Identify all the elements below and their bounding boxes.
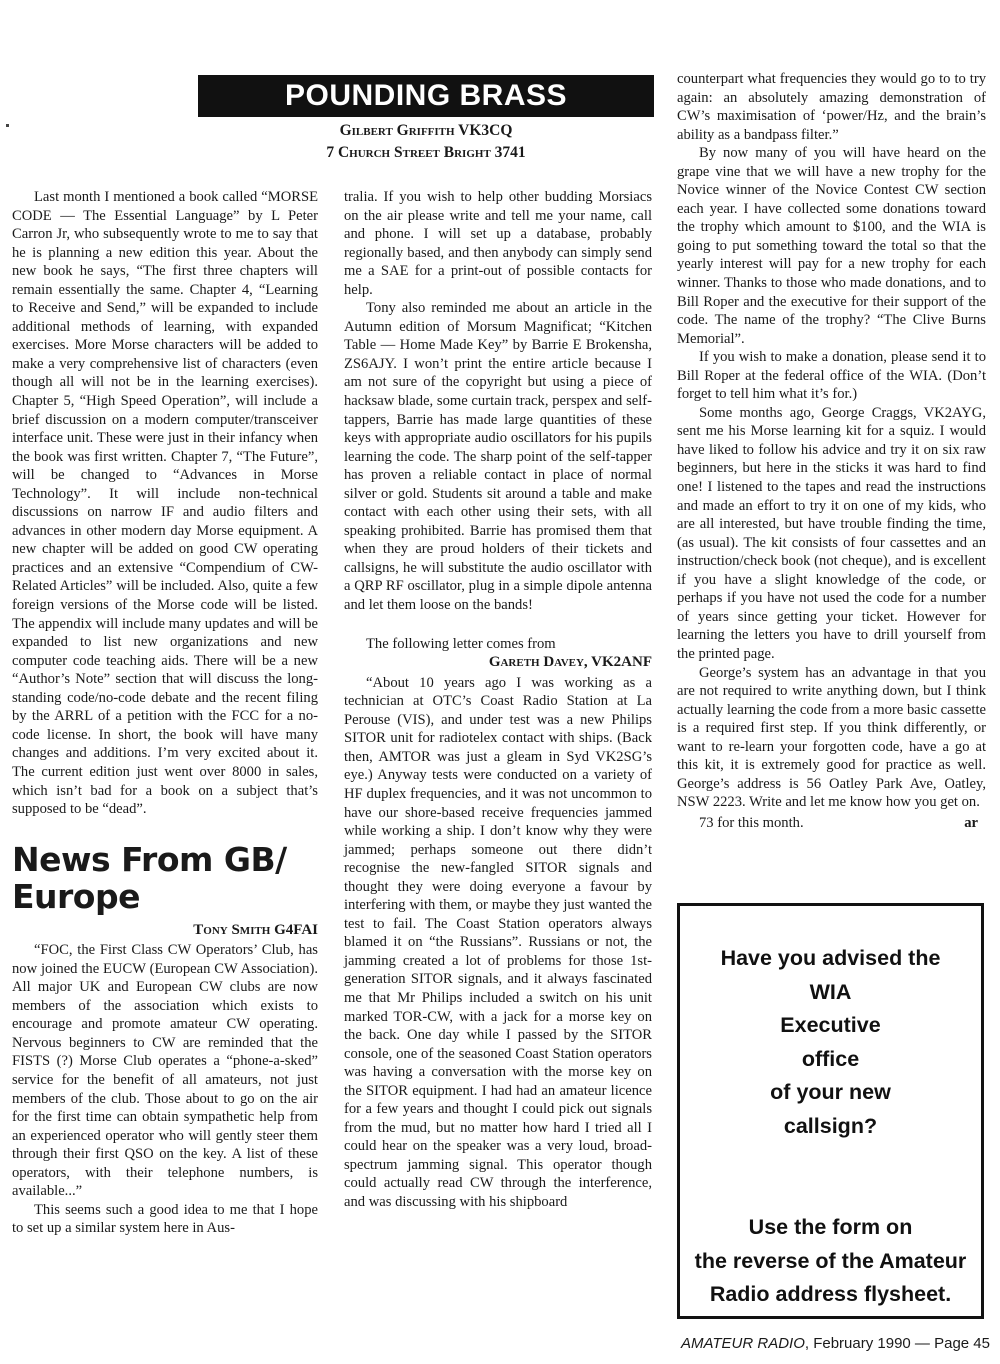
letter-paragraph: “About 10 years ago I was working as a technician at OTC’s Coast Radio Station at La Perouse (VIS), and under test was a new Philips SITOR unit for radiotelex contact with ships. (Back then, AMTOR was just a gleam in Syd VK2SG’s eye.) Anyway tests were conducted on a variety of HF duplex frequencies, and it was not uncommon to have our shore-based receive frequencies jammed while working a ship. I don’t know why they were jammed; perhaps someone out there didn’t recognise the new-fangled SITOR signals and thought they were doing everyone a favour by interfering with them, or maybe they just wanted the test to fail. The Coast Station operators always blamed it on “the Russians”. Russians or not, the jamming created a lot of problems for those 1st-generation SITOR signals, and it always fascinated me that Mr Philips included a switch on his unit marked TOR-CW, with a jack for a morse key on the back. One day while I passed by the SITOR console, one of the seasoned Coast Station operators was having a conversation with the morse key on the SITOR equipment. I had had an amateur licence for a few years and thought I could pick out signals from the mud, but no matter how hard I tried all I could hear on the speaker was a very loud, broad-spectrum jamming signal. This operator though could actually read CW through the interference, and was discussing with his shipboard: [344, 674, 652, 1210]
article-paragraph: By now many of you will have heard on the grape vine that we will have a new trophy for the Novice winner of the Novice Contest CW section each year. I have collected some donations toward the trophy which amount to $100, and the WIA is going to put something toward the total so that the yearly interest will pay for a new trophy for each winner. Thanks to those who made donations, and to Bill Roper and the executive for their support of the code. The name of the trophy? “The Clive Burns Memorial”.: [677, 145, 986, 347]
page-footer: [650, 1335, 990, 1352]
column-3: [677, 70, 986, 832]
article-paragraph: George’s system has an advantage in that you are not required to write anything down, but I think actually learning the code from a more basic cassette is a required first step. If you think differently, or want to re-learn your forgotten code, have a go at this kit, it is extremely good for practice as well. George’s address is 56 Oatley Park Ave, Oatley, NSW 2223. Write and let me know how you get on.: [677, 664, 986, 811]
margin-mark: [6, 124, 9, 127]
issue-page: , February 1990 — Page 45: [804, 1335, 990, 1352]
column-address: 7 Church Street Bright 3741: [326, 144, 526, 161]
article-paragraph: If you wish to make a donation, please send it to Bill Roper at the federal office of the WIA. (Don’t forget to tell him what it’s for.): [677, 349, 986, 403]
signoff-mark: ar: [964, 814, 978, 831]
signoff: [677, 814, 986, 833]
advert-line: Radio address flysheet.: [709, 1282, 952, 1306]
article-paragraph: Tony also reminded me about an article in the Autumn edition of Morsum Magnificat; “Kitchen Table — Home Made Key” by Barrie E Brokensha, ZS6AJY. I won’t print the entire article because I am not sure of the copyright but using a piece of hacksaw blade, some curtain track, perspex and self-tappers, Barrie has made large quantities of these keys with appropriate audio oscillators for his pupils learning the code. The sharp point of the self-tapper has proven a reliable contact in place of normal silver or gold. Students sit around a table and make contact with each other using their sets, with all speaking prohibited. Barrie has promised them that when they are proud holders of their tickets and callsigns, he will substitute the audio oscillator with a QRP RF oscillator, plug in a simple dipole antenna and let them loose on the bands!: [344, 300, 652, 614]
column-title-banner: POUNDING BRASS: [198, 75, 654, 117]
magazine-name: AMATEUR RADIO: [680, 1335, 805, 1352]
article-paragraph-continued: tralia. If you wish to help other budding Morsiacs on the air please write and tell me your name, call and phone. I will set up a database, probably regionally based, and then anybody can simply send me a SAE for a print-out of possible contacts for help.: [344, 189, 652, 298]
letter-paragraph-continued: counterpart what frequencies they would go to to try again: an absolutely amazing demonstration of CW’s maximisation of ‘power/Hz, and the brain’s ability as a bandpass filter.”: [677, 71, 986, 143]
column-1: [12, 188, 318, 1238]
advert-line: Have you advised the: [720, 946, 941, 970]
section-heading: News From GB/ Europe: [12, 839, 287, 916]
article-paragraph: Some months ago, George Craggs, VK2AYG, sent me his Morse learning kit for a squiz. I would have liked to follow his advice and try it on six raw beginners, but here in the sticks it was hard to find one! I listened to the tapes and read the instructions and made an effort to try it on one of my kids, who are all interested, but have trouble finding the time, (as usual). The kit consists of four cassettes and an instruction/check book (not cheque), and is excellent if you have a slight knowledge of the code, or perhaps if you have not used the code for a number of years since getting your ticket. However for learning the letters you have to drill yourself from the printed page.: [677, 404, 986, 662]
advert-line: the reverse of the Amateur: [694, 1248, 967, 1273]
letter-intro: The following letter comes from: [366, 635, 556, 652]
advert-line: office: [801, 1046, 860, 1071]
advert-line: callsign?: [783, 1113, 878, 1138]
advert-line: WIA: [809, 979, 852, 1004]
advert-line: Executive: [780, 1013, 881, 1037]
signoff-text: 73 for this month.: [699, 814, 804, 831]
letter-author: Gareth Davey, VK2ANF: [488, 654, 652, 671]
advert-line: of your new: [770, 1080, 891, 1104]
advert-line: Use the form on: [748, 1215, 913, 1239]
column-2: [344, 188, 652, 1212]
advert-box: [677, 903, 984, 1319]
article-paragraph: “FOC, the First Class CW Operators’ Club, has now joined the EUCW (European CW Association). All major UK and European CW clubs are now members of the association which exists to encourage and promote amateur CW operating. Nervous beginners to CW are reminded that the FISTS (?) Morse Club operates a “phone-a-sked” service for the benefit of all amateurs, not just members of the club. Those about to go on the air for the first time can obtain sympathetic help from an experienced operator who will gently steer them through their first QSO on the key. A list of these operators, with their telephone numbers, is available...”: [12, 942, 318, 1200]
section-author: Tony Smith G4FAI: [193, 921, 318, 938]
article-paragraph: This seems such a good idea to me that I hope to set up a similar system here in Aus-: [12, 1201, 318, 1237]
article-paragraph: Last month I mentioned a book called “MORSE CODE — The Essential Language” by L Peter Carron Jr, who subsequently wrote to me to say that he is planning a new edition this year. About the new book he says, “The first three chapters will remain essentially the same. Chapter 4, “Learning to Receive and Send,” will be expanded to include additional methods of learning, with expanded exercises. More Morse characters will be added to make a very comprehensive list of characters (even though all will not be in the learning exercises). Chapter 5, “High Speed Operation”, will include a brief discussion on a modern computer/transceiver interface unit. These were just in their infancy when the book was first written. Chapter 7, “The Future”, will be changed to “Advances in Morse Technology”. It will include non-technical discussions on narrow IF and audio filters and advances in other modern day Morse equipment. A new chapter will be added on good CW operating practices and an extensive “Compendium of CW-Related Articles” will be included. Also, quite a few foreign versions of the Morse code will be listed. The appendix will include many updates and will be expanded to list new organizations and new computer code teaching aids. There will be a new “Author’s Note” section that will discuss the long-standing code/no-code debate and the recent filing by the ARRL of a petition with the FCC for a no-code license. In short, the book will have many changes and additions. I’m very excited about it. The current edition just went over 8000 in sales, which isn’t bad for a book on a subject that’s supposed to be “dead”.: [12, 189, 318, 818]
column-author: Gilbert Griffith VK3CQ: [339, 122, 513, 139]
